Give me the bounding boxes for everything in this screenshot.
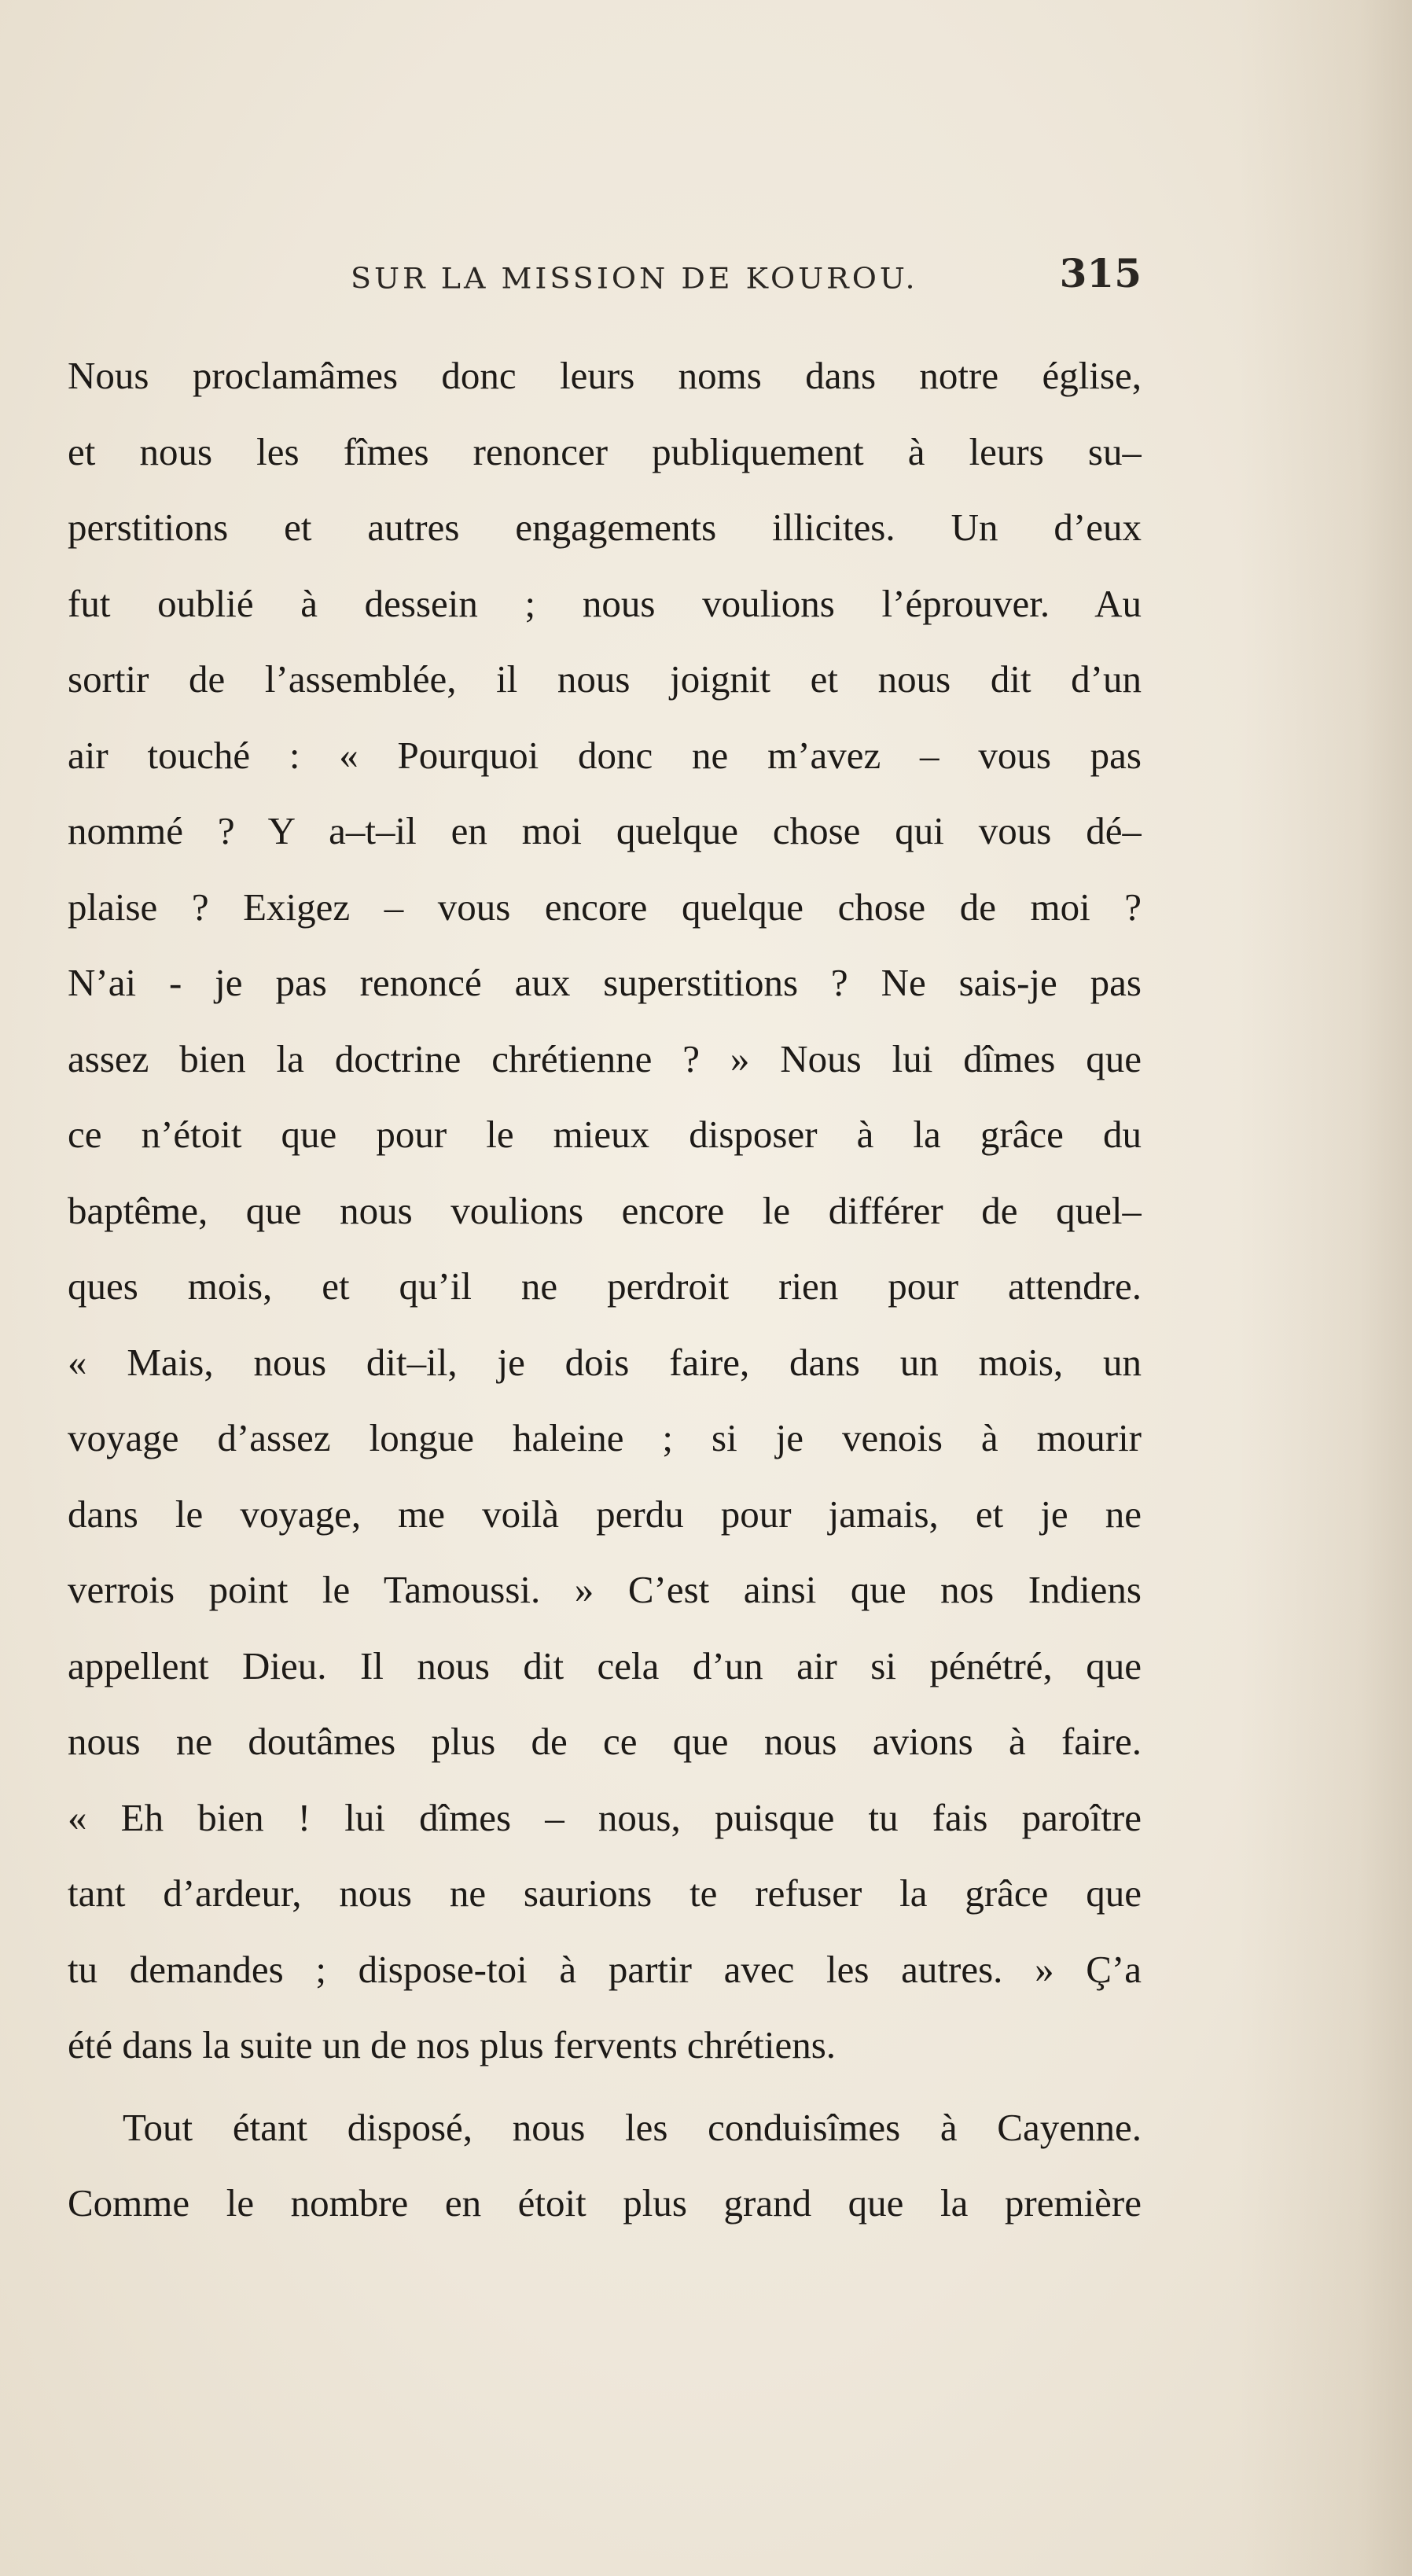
page-number: 315 [1059, 250, 1142, 296]
text-line: ques mois, et qu’il ne perdroit rien pour attendre. [68, 1264, 1142, 1308]
text-line: verrois point le Tamoussi. » C’est ainsi que nos Indiens [68, 1568, 1142, 1611]
page-edge-shadow [1239, 0, 1412, 2576]
text-line: baptême, que nous voulions encore le différer de quel– [68, 1188, 1142, 1232]
paragraph-1 [68, 338, 1142, 2084]
text-line: perstitions et autres engagements illicites. Un d’eux [68, 506, 1142, 549]
text-line: été dans la suite un de nos plus fervents chrétiens. [68, 2023, 837, 2066]
paragraph-2 [68, 2090, 1142, 2242]
text-line: Tout étant disposé, nous les conduisîmes à Cayenne. [123, 2105, 1142, 2149]
running-title: SUR LA MISSION DE KOUROU. [351, 262, 918, 295]
text-line: plaise ? Exigez – vous encore quelque chose de moi ? [68, 885, 1142, 929]
text-line: Comme le nombre en étoit plus grand que la première [68, 2181, 1142, 2225]
text-line: nous ne doutâmes plus de ce que nous avions à faire. [68, 1720, 1142, 1763]
text-line: tant d’ardeur, nous ne saurions te refuser la grâce que [68, 1871, 1142, 1915]
text-line: N’ai - je pas renoncé aux superstitions ? Ne sais-je pas [68, 961, 1142, 1004]
text-line: Nous proclamâmes donc leurs noms dans notre église, [68, 354, 1142, 397]
body-text [68, 338, 1142, 2242]
text-line: air touché : « Pourquoi donc ne m’avez – vous pas [68, 733, 1142, 777]
text-line: assez bien la doctrine chrétienne ? » Nous lui dîmes que [68, 1036, 1142, 1080]
text-line: « Mais, nous dit–il, je dois faire, dans un mois, un [68, 1340, 1142, 1384]
text-line: et nous les fîmes renoncer publiquement à leurs su– [68, 429, 1142, 473]
text-line: dans le voyage, me voilà perdu pour jamais, et je ne [68, 1492, 1142, 1536]
running-head [68, 250, 1142, 313]
text-line: voyage d’assez longue haleine ; si je venois à mourir [68, 1416, 1142, 1459]
text-line: fut oublié à dessein ; nous voulions l’éprouver. Au [68, 581, 1142, 625]
text-line: sortir de l’assemblée, il nous joignit et nous dit d’un [68, 657, 1142, 701]
paragraph-gap [68, 2084, 1142, 2090]
text-line: « Eh bien ! lui dîmes – nous, puisque tu fais paroître [68, 1795, 1142, 1839]
text-line: tu demandes ; dispose-toi à partir avec les autres. » Ç’a [68, 1947, 1142, 1991]
text-line: ce n’étoit que pour le mieux disposer à la grâce du [68, 1113, 1142, 1156]
text-line: appellent Dieu. Il nous dit cela d’un air si pénétré, que [68, 1643, 1142, 1687]
text-line: nommé ? Y a–t–il en moi quelque chose qui vous dé– [68, 809, 1142, 852]
